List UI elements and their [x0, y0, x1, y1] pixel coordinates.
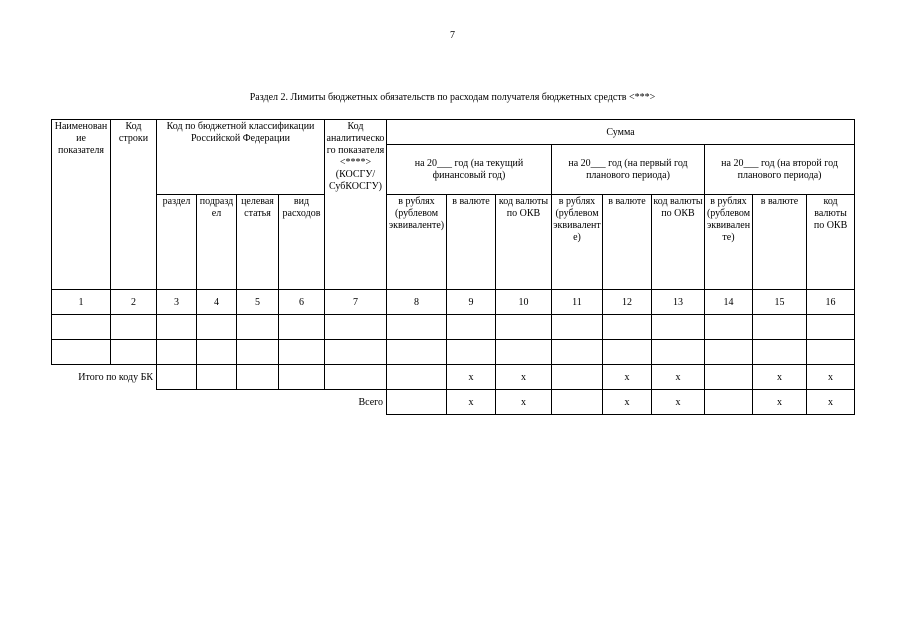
table-cell[interactable]	[325, 340, 387, 365]
header-analytical-code: Код аналитического показателя <****> (КОСГУ/ СубКОСГУ)	[325, 120, 387, 290]
header-okv-first: код валюты по ОКВ	[652, 195, 705, 290]
column-number: 10	[496, 290, 552, 315]
table-cell[interactable]	[552, 340, 603, 365]
header-rub-first: в рублях (рублевом эквиваленте)	[552, 195, 603, 290]
table-cell[interactable]	[387, 365, 447, 390]
x-mark: x	[753, 390, 807, 415]
table-cell[interactable]	[603, 340, 652, 365]
grand-total-label: Всего	[358, 396, 383, 408]
table-cell[interactable]	[387, 340, 447, 365]
table-cell[interactable]	[387, 390, 447, 415]
page-number: 7	[450, 30, 455, 41]
table-cell[interactable]	[753, 315, 807, 340]
column-number: 13	[652, 290, 705, 315]
table-cell[interactable]	[279, 365, 325, 390]
header-cur-current: в валюте	[447, 195, 496, 290]
x-mark: x	[496, 365, 552, 390]
x-mark: x	[753, 365, 807, 390]
column-number: 15	[753, 290, 807, 315]
table-cell[interactable]	[652, 315, 705, 340]
header-section: раздел	[157, 195, 197, 290]
header-budget-class-code: Код по бюджетной классификации Российской Федерации	[157, 120, 325, 195]
table-row	[52, 340, 855, 365]
total-bk-row	[52, 365, 855, 390]
header-rub-second: в рублях (рублевом эквиваленте)	[705, 195, 753, 290]
column-number: 5	[237, 290, 279, 315]
x-mark: x	[807, 365, 855, 390]
table-cell[interactable]	[447, 340, 496, 365]
header-period-second: на 20___ год (на второй год планового периода)	[705, 145, 855, 195]
table-cell[interactable]	[197, 315, 237, 340]
table-cell[interactable]	[705, 365, 753, 390]
budget-limits-table	[51, 119, 855, 415]
table-cell[interactable]	[552, 365, 603, 390]
table-cell[interactable]	[552, 390, 603, 415]
x-mark: x	[603, 365, 652, 390]
table-cell[interactable]	[325, 365, 387, 390]
table-cell[interactable]	[237, 365, 279, 390]
table-cell[interactable]	[705, 340, 753, 365]
table-cell[interactable]	[496, 340, 552, 365]
grand-total-row	[52, 390, 855, 415]
table-cell[interactable]	[807, 315, 855, 340]
table-cell[interactable]	[157, 365, 197, 390]
table-cell[interactable]	[237, 315, 279, 340]
table-cell[interactable]	[52, 340, 111, 365]
column-number: 12	[603, 290, 652, 315]
column-number: 14	[705, 290, 753, 315]
header-cur-first: в валюте	[603, 195, 652, 290]
column-number: 9	[447, 290, 496, 315]
x-mark: x	[603, 390, 652, 415]
table-cell[interactable]	[705, 315, 753, 340]
table-cell[interactable]	[496, 315, 552, 340]
table-cell[interactable]	[753, 340, 807, 365]
x-mark: x	[447, 390, 496, 415]
x-mark: x	[447, 365, 496, 390]
table-cell[interactable]	[197, 340, 237, 365]
column-number: 4	[197, 290, 237, 315]
column-number: 1	[52, 290, 111, 315]
table-cell[interactable]	[387, 315, 447, 340]
table-cell[interactable]	[807, 340, 855, 365]
header-rub-current: в рублях (рублевом эквиваленте)	[387, 195, 447, 290]
table-cell[interactable]	[705, 390, 753, 415]
table-cell[interactable]	[157, 340, 197, 365]
header-subsection: подраздел	[197, 195, 237, 290]
column-number: 16	[807, 290, 855, 315]
header-line-code: Код строки	[111, 120, 157, 290]
header-expense-type: вид расходов	[279, 195, 325, 290]
x-mark: x	[807, 390, 855, 415]
table-cell[interactable]	[111, 340, 157, 365]
table-row	[52, 315, 855, 340]
column-number: 7	[325, 290, 387, 315]
column-number: 2	[111, 290, 157, 315]
column-number: 11	[552, 290, 603, 315]
x-mark: x	[652, 390, 705, 415]
table-cell[interactable]	[447, 315, 496, 340]
table-cell[interactable]	[603, 315, 652, 340]
table-cell[interactable]	[197, 365, 237, 390]
table-cell[interactable]	[279, 315, 325, 340]
section-title: Раздел 2. Лимиты бюджетных обязательств по расходам получателя бюджетных средств <***>	[249, 92, 656, 103]
table-cell[interactable]	[552, 315, 603, 340]
header-period-current: на 20___ год (на текущий финансовый год)	[387, 145, 552, 195]
x-mark: x	[496, 390, 552, 415]
header-okv-current: код валюты по ОКВ	[496, 195, 552, 290]
column-number-row	[52, 290, 855, 315]
x-mark: x	[652, 365, 705, 390]
table-cell[interactable]	[325, 315, 387, 340]
header-period-first: на 20___ год (на первый год планового периода)	[552, 145, 705, 195]
table-cell[interactable]	[157, 315, 197, 340]
column-number: 8	[387, 290, 447, 315]
table-cell[interactable]	[652, 340, 705, 365]
column-number: 3	[157, 290, 197, 315]
header-cur-second: в валюте	[753, 195, 807, 290]
header-sum: Сумма	[387, 120, 855, 145]
table-cell[interactable]	[52, 315, 111, 340]
total-bk-label: Итого по коду БК	[78, 371, 153, 383]
header-target-article: целевая статья	[237, 195, 279, 290]
table-cell[interactable]	[279, 340, 325, 365]
table-cell[interactable]	[111, 315, 157, 340]
header-name: Наименование показателя	[52, 120, 111, 290]
column-number: 6	[279, 290, 325, 315]
header-okv-second: код валюты по ОКВ	[807, 195, 855, 290]
table-cell[interactable]	[237, 340, 279, 365]
